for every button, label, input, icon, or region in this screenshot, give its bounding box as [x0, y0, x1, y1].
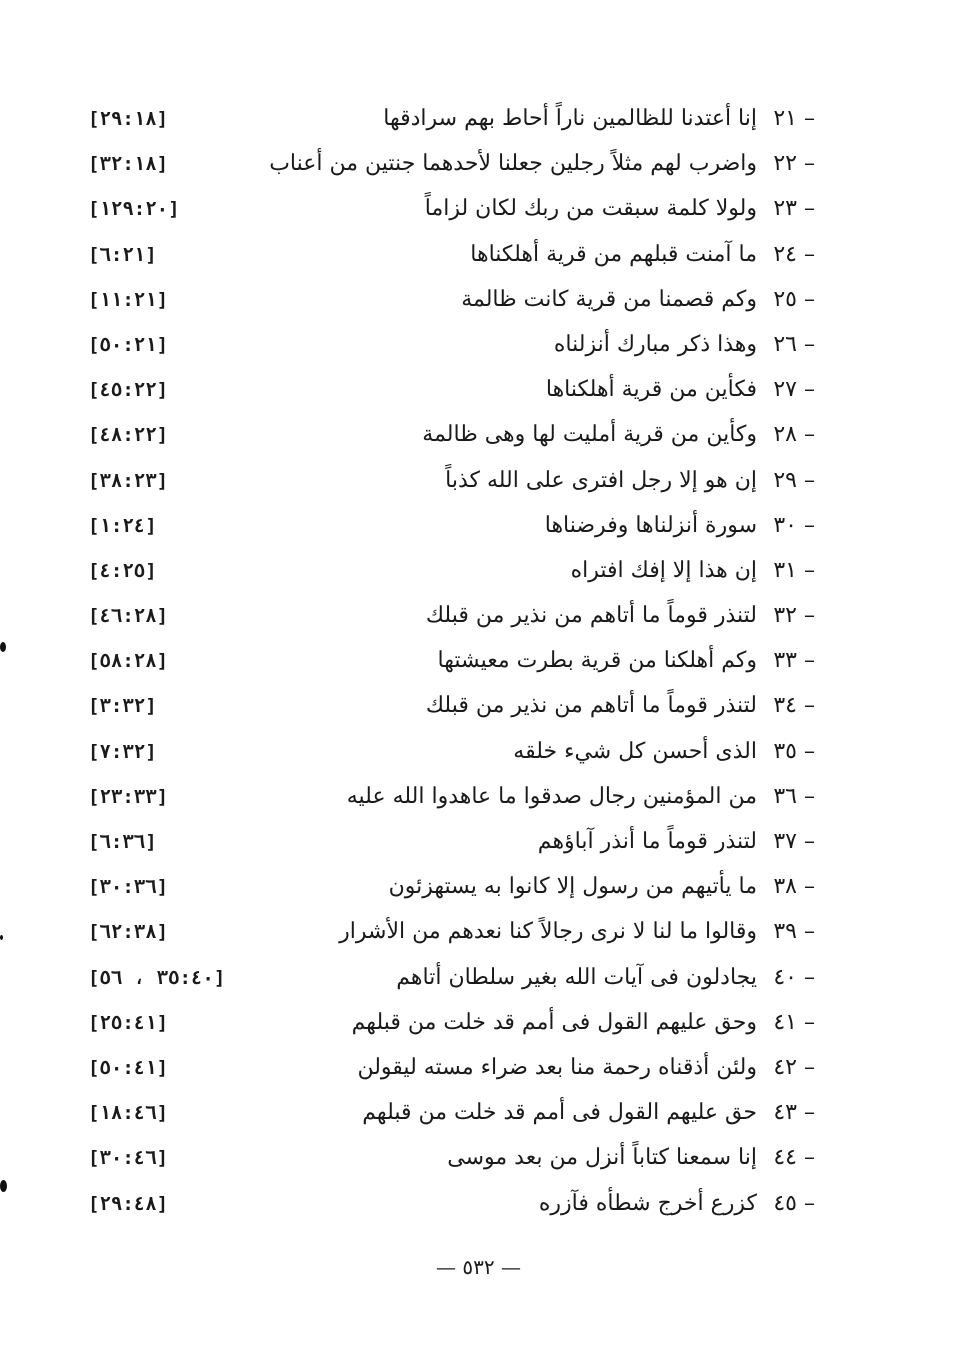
verse-text: إنا أعتدنا للظالمين ناراً أحاط بهم سرادقها [383, 106, 757, 131]
entry-number: ٣٠ – [773, 512, 815, 538]
scan-speck [0, 935, 3, 940]
entry-number: ٣٤ – [773, 693, 815, 719]
verse-reference: [٣٢:١٨] [88, 153, 169, 176]
entry-number: ٢٩ – [773, 467, 815, 493]
verse-reference: [٣٨:٢٣] [88, 469, 169, 492]
verse-text: ما يأتيهم من رسول إلا كانوا به يستهزئون [388, 874, 757, 900]
entry-number: ٤٠ – [773, 964, 815, 990]
entry-number: ٤٣ – [773, 1100, 815, 1126]
scan-speck [0, 642, 6, 652]
verse-text: الذى أحسن كل شيء خلقه [513, 738, 757, 764]
verse-text: لتنذر قوماً ما أتاهم من نذير من قبلك [425, 693, 757, 719]
entry-number: ٤٤ – [773, 1145, 815, 1171]
verse-reference: [٣٠:٤٦] [88, 1147, 169, 1170]
verse-text: حق عليهم القول فى أمم قد خلت من قبلهم [362, 1100, 757, 1126]
list-item [80, 823, 815, 868]
list-item [80, 1185, 815, 1230]
list-item [80, 687, 815, 732]
verse-reference: [٣٠:٣٦] [88, 876, 169, 899]
verse-index-list [80, 100, 815, 1230]
verse-reference: [٤٥:٢٢] [88, 379, 169, 402]
verse-text: إنا سمعنا كتاباً أنزل من بعد موسى [447, 1145, 757, 1171]
verse-text: لتنذر قوماً ما أتاهم من نذير من قبلك [425, 603, 757, 629]
list-item [80, 552, 815, 597]
verse-reference: [٤٦:٢٨] [88, 605, 169, 628]
entry-number: ٣٢ – [773, 603, 815, 629]
entry-number: ٣٩ – [773, 919, 815, 945]
list-item [80, 507, 815, 552]
entry-number: ٢٧ – [773, 377, 815, 403]
list-item [80, 733, 815, 778]
verse-reference: [٢٩:٤٨] [88, 1192, 169, 1215]
scan-speck [0, 1180, 7, 1192]
list-item [80, 959, 815, 1004]
list-item [80, 100, 815, 145]
list-item [80, 642, 815, 687]
list-item [80, 326, 815, 371]
list-item [80, 416, 815, 461]
verse-reference: [٣:٣٢] [88, 695, 157, 718]
verse-reference: [٣٥:٤٠ ، ٥٦] [88, 966, 226, 989]
verse-text: كزرع أخرج شطأه فآزره [538, 1190, 757, 1216]
verse-text: وقالوا ما لنا لا نرى رجالاً كنا نعدهم من الأشرار [339, 919, 757, 945]
verse-reference: [٢٥:٤١] [88, 1011, 169, 1034]
entry-number: ٣٣ – [773, 648, 815, 674]
list-item [80, 462, 815, 507]
verse-reference: [٤٨:٢٢] [88, 424, 169, 447]
verse-text: وكم قصمنا من قرية كانت ظالمة [461, 286, 757, 312]
verse-reference: [١١:٢١] [88, 288, 169, 311]
verse-text: وهذا ذكر مبارك أنزلناه [553, 331, 757, 357]
entry-number: ٢٦ – [773, 331, 815, 357]
list-item [80, 778, 815, 823]
verse-text: إن هو إلا رجل افترى على الله كذباً [445, 467, 757, 493]
verse-reference: [٢٣:٣٣] [88, 785, 169, 808]
verse-reference: [٤:٢٥] [88, 559, 157, 582]
list-item [80, 145, 815, 190]
list-item [80, 281, 815, 326]
verse-text: ولولا كلمة سبقت من ربك لكان لزاماً [424, 196, 757, 222]
verse-reference: [٦:٢١] [88, 243, 157, 266]
list-item [80, 236, 815, 281]
list-item [80, 190, 815, 235]
verse-text: إن هذا إلا إفك افتراه [570, 557, 757, 583]
verse-text: واضرب لهم مثلاً رجلين جعلنا لأحدهما جنتين من أعناب [269, 151, 757, 177]
entry-number: ٣٧ – [773, 829, 815, 854]
verse-reference: [٦٢:٣٨] [88, 921, 169, 944]
verse-reference: [٥٠:٢١] [88, 333, 169, 356]
list-item [80, 597, 815, 642]
entry-number: ٢٤ – [773, 241, 815, 267]
entry-number: ٢١ – [773, 106, 815, 131]
entry-number: ٤٥ – [773, 1190, 815, 1216]
page-number: — ٥٣٢ — [436, 1255, 521, 1279]
verse-text: لتنذر قوماً ما أنذر آباؤهم [537, 829, 757, 854]
verse-text: من المؤمنين رجال صدقوا ما عاهدوا الله عليه [346, 783, 757, 809]
entry-number: ٣٦ – [773, 783, 815, 809]
verse-text: وكم أهلكنا من قرية بطرت معيشتها [437, 648, 757, 674]
entry-number: ٢٣ – [773, 196, 815, 222]
list-item [80, 913, 815, 958]
verse-text: ولئن أذقناه رحمة منا بعد ضراء مسته ليقولن [357, 1054, 757, 1080]
list-item [80, 1139, 815, 1184]
verse-text: وحق عليهم القول فى أمم قد خلت من قبلهم [351, 1009, 757, 1035]
verse-text: وكأين من قرية أمليت لها وهى ظالمة [422, 422, 757, 448]
verse-reference: [٥٠:٤١] [88, 1056, 169, 1079]
entry-number: ٢٨ – [773, 422, 815, 448]
verse-reference: [٦:٣٦] [88, 831, 157, 853]
verse-reference: [٧:٣٢] [88, 740, 157, 763]
entry-number: ٣١ – [773, 557, 815, 583]
entry-number: ٢٢ – [773, 151, 815, 177]
verse-text: ما آمنت قبلهم من قرية أهلكناها [470, 241, 757, 267]
list-item [80, 1094, 815, 1139]
list-item [80, 868, 815, 913]
verse-reference: [١٨:٤٦] [88, 1102, 169, 1125]
verse-text: سورة أنزلناها وفرضناها [544, 512, 757, 538]
verse-text: يجادلون فى آيات الله بغير سلطان أتاهم [396, 964, 757, 990]
list-item [80, 1049, 815, 1094]
list-item [80, 371, 815, 416]
verse-reference: [٥٨:٢٨] [88, 650, 169, 673]
entry-number: ٤٢ – [773, 1054, 815, 1080]
verse-reference: [٢٩:١٨] [88, 108, 169, 130]
verse-reference: [١:٢٤] [88, 514, 157, 537]
entry-number: ٣٨ – [773, 874, 815, 900]
entry-number: ٢٥ – [773, 286, 815, 312]
verse-text: فكأين من قرية أهلكناها [545, 377, 757, 403]
entry-number: ٣٥ – [773, 738, 815, 764]
entry-number: ٤١ – [773, 1009, 815, 1035]
list-item [80, 1004, 815, 1049]
verse-reference: [١٢٩:٢٠] [88, 198, 180, 221]
